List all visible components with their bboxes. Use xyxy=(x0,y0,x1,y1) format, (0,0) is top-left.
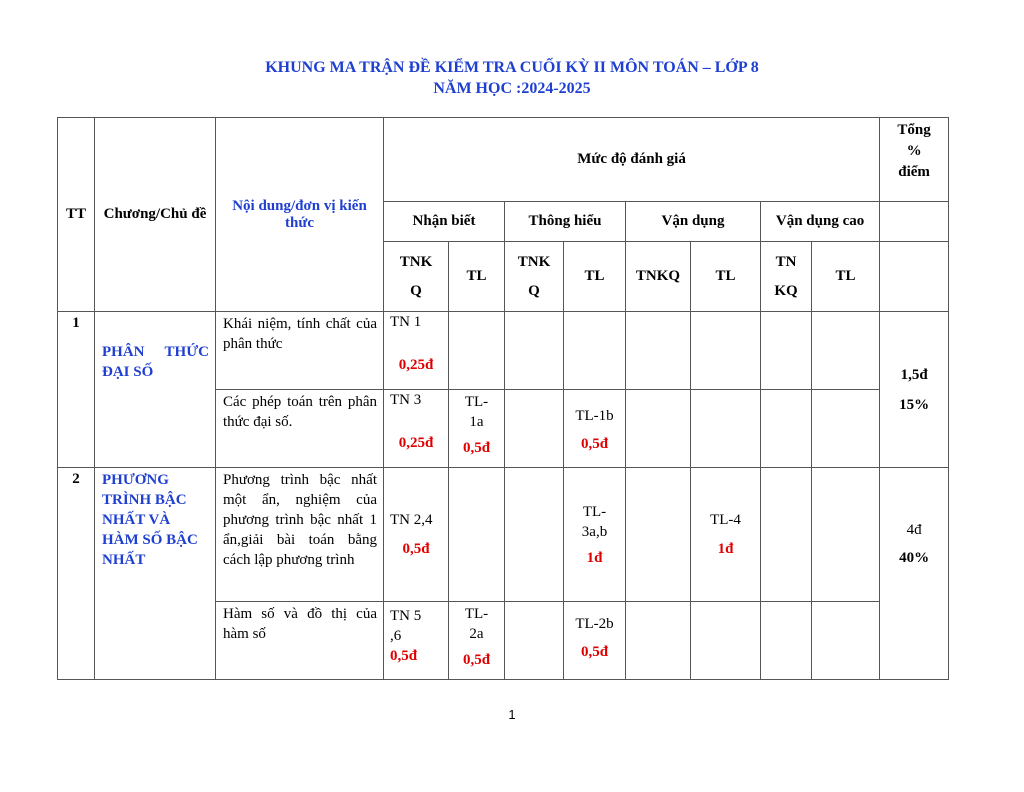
vd-tnkq-cell xyxy=(626,390,691,468)
th-tnkq-cell xyxy=(505,390,564,468)
row-tt: 1 xyxy=(58,312,95,468)
school-year: NĂM HỌC :2024-2025 xyxy=(433,80,591,97)
header-content: Nội dung/đơn vị kiến thức xyxy=(216,118,384,312)
header-vd-tl: TL xyxy=(691,242,761,312)
vdc-tl-cell xyxy=(812,602,880,680)
nb-tl-cell: TL- 2a 0,5đ xyxy=(449,602,505,680)
th-tl-cell: TL- 3a,b 1đ xyxy=(564,468,626,602)
vd-tnkq-cell xyxy=(626,602,691,680)
vdc-tl-cell xyxy=(812,312,880,390)
chapter-name: PHƯƠNG TRÌNH BẬC NHẤT VÀ HÀM SỐ BẬC NHẤT xyxy=(95,468,216,680)
vdc-tnkq-cell xyxy=(761,312,812,390)
vd-tl-cell xyxy=(691,602,761,680)
header-chapter: Chương/Chủ đề xyxy=(95,118,216,312)
header-total: Tổng % điểm xyxy=(880,118,949,202)
th-tl-cell: TL-2b 0,5đ xyxy=(564,602,626,680)
row-tt: 2 xyxy=(58,468,95,680)
assessment-matrix-table xyxy=(57,117,949,680)
header-level: Mức độ đánh giá xyxy=(384,118,880,202)
vdc-tl-cell xyxy=(812,468,880,602)
vd-tl-cell xyxy=(691,390,761,468)
header-empty xyxy=(880,242,949,312)
nb-tnkq-cell: TN 3 0,25đ xyxy=(384,390,449,468)
th-tnkq-cell xyxy=(505,602,564,680)
vdc-tnkq-cell xyxy=(761,468,812,602)
content-cell: Hàm số và đồ thị của hàm số xyxy=(216,602,384,680)
vd-tnkq-cell xyxy=(626,468,691,602)
nb-tnkq-cell: TN 2,4 0,5đ xyxy=(384,468,449,602)
chapter-name: PHÂN THỨC ĐẠI SỐ xyxy=(95,312,216,468)
nb-tl-cell xyxy=(449,312,505,390)
header-thong-hieu: Thông hiểu xyxy=(505,202,626,242)
header-th-tnkq: TNK Q xyxy=(505,242,564,312)
header-vdc-tl: TL xyxy=(812,242,880,312)
header-nb-tnkq: TNK Q xyxy=(384,242,449,312)
th-tl-cell: TL-1b 0,5đ xyxy=(564,390,626,468)
header-vdc-tnkq: TN KQ xyxy=(761,242,812,312)
vdc-tl-cell xyxy=(812,390,880,468)
nb-tnkq-cell: TN 5 ,6 0,5đ xyxy=(384,602,449,680)
nb-tnkq-cell: TN 1 0,25đ xyxy=(384,312,449,390)
nb-tl-cell: TL- 1a 0,5đ xyxy=(449,390,505,468)
content-cell: Phương trình bậc nhất một ẩn, nghiệm của phương trình bậc nhất 1 ẩn,giải bài toán bằng cách lập phương trình xyxy=(216,468,384,602)
vd-tnkq-cell xyxy=(626,312,691,390)
header-nhan-biet: Nhận biết xyxy=(384,202,505,242)
page-title: KHUNG MA TRẬN ĐỀ KIỂM TRA CUỐI KỲ II MÔN TOÁN – LỚP 8 xyxy=(265,59,759,76)
page-number: 1 xyxy=(508,707,516,722)
vd-tl-cell xyxy=(691,312,761,390)
vdc-tnkq-cell xyxy=(761,390,812,468)
header-empty xyxy=(880,202,949,242)
th-tnkq-cell xyxy=(505,312,564,390)
vd-tl-cell: TL-4 1đ xyxy=(691,468,761,602)
content-cell: Khái niệm, tính chất của phân thức xyxy=(216,312,384,390)
header-van-dung-cao: Vận dụng cao xyxy=(761,202,880,242)
th-tl-cell xyxy=(564,312,626,390)
header-nb-tl: TL xyxy=(449,242,505,312)
total-cell: 1,5đ 15% xyxy=(880,312,949,468)
header-tt: TT xyxy=(58,118,95,312)
vdc-tnkq-cell xyxy=(761,602,812,680)
th-tnkq-cell xyxy=(505,468,564,602)
header-th-tl: TL xyxy=(564,242,626,312)
header-vd-tnkq: TNKQ xyxy=(626,242,691,312)
nb-tl-cell xyxy=(449,468,505,602)
header-van-dung: Vận dụng xyxy=(626,202,761,242)
content-cell: Các phép toán trên phân thức đại số. xyxy=(216,390,384,468)
total-cell: 4đ 40% xyxy=(880,468,949,680)
